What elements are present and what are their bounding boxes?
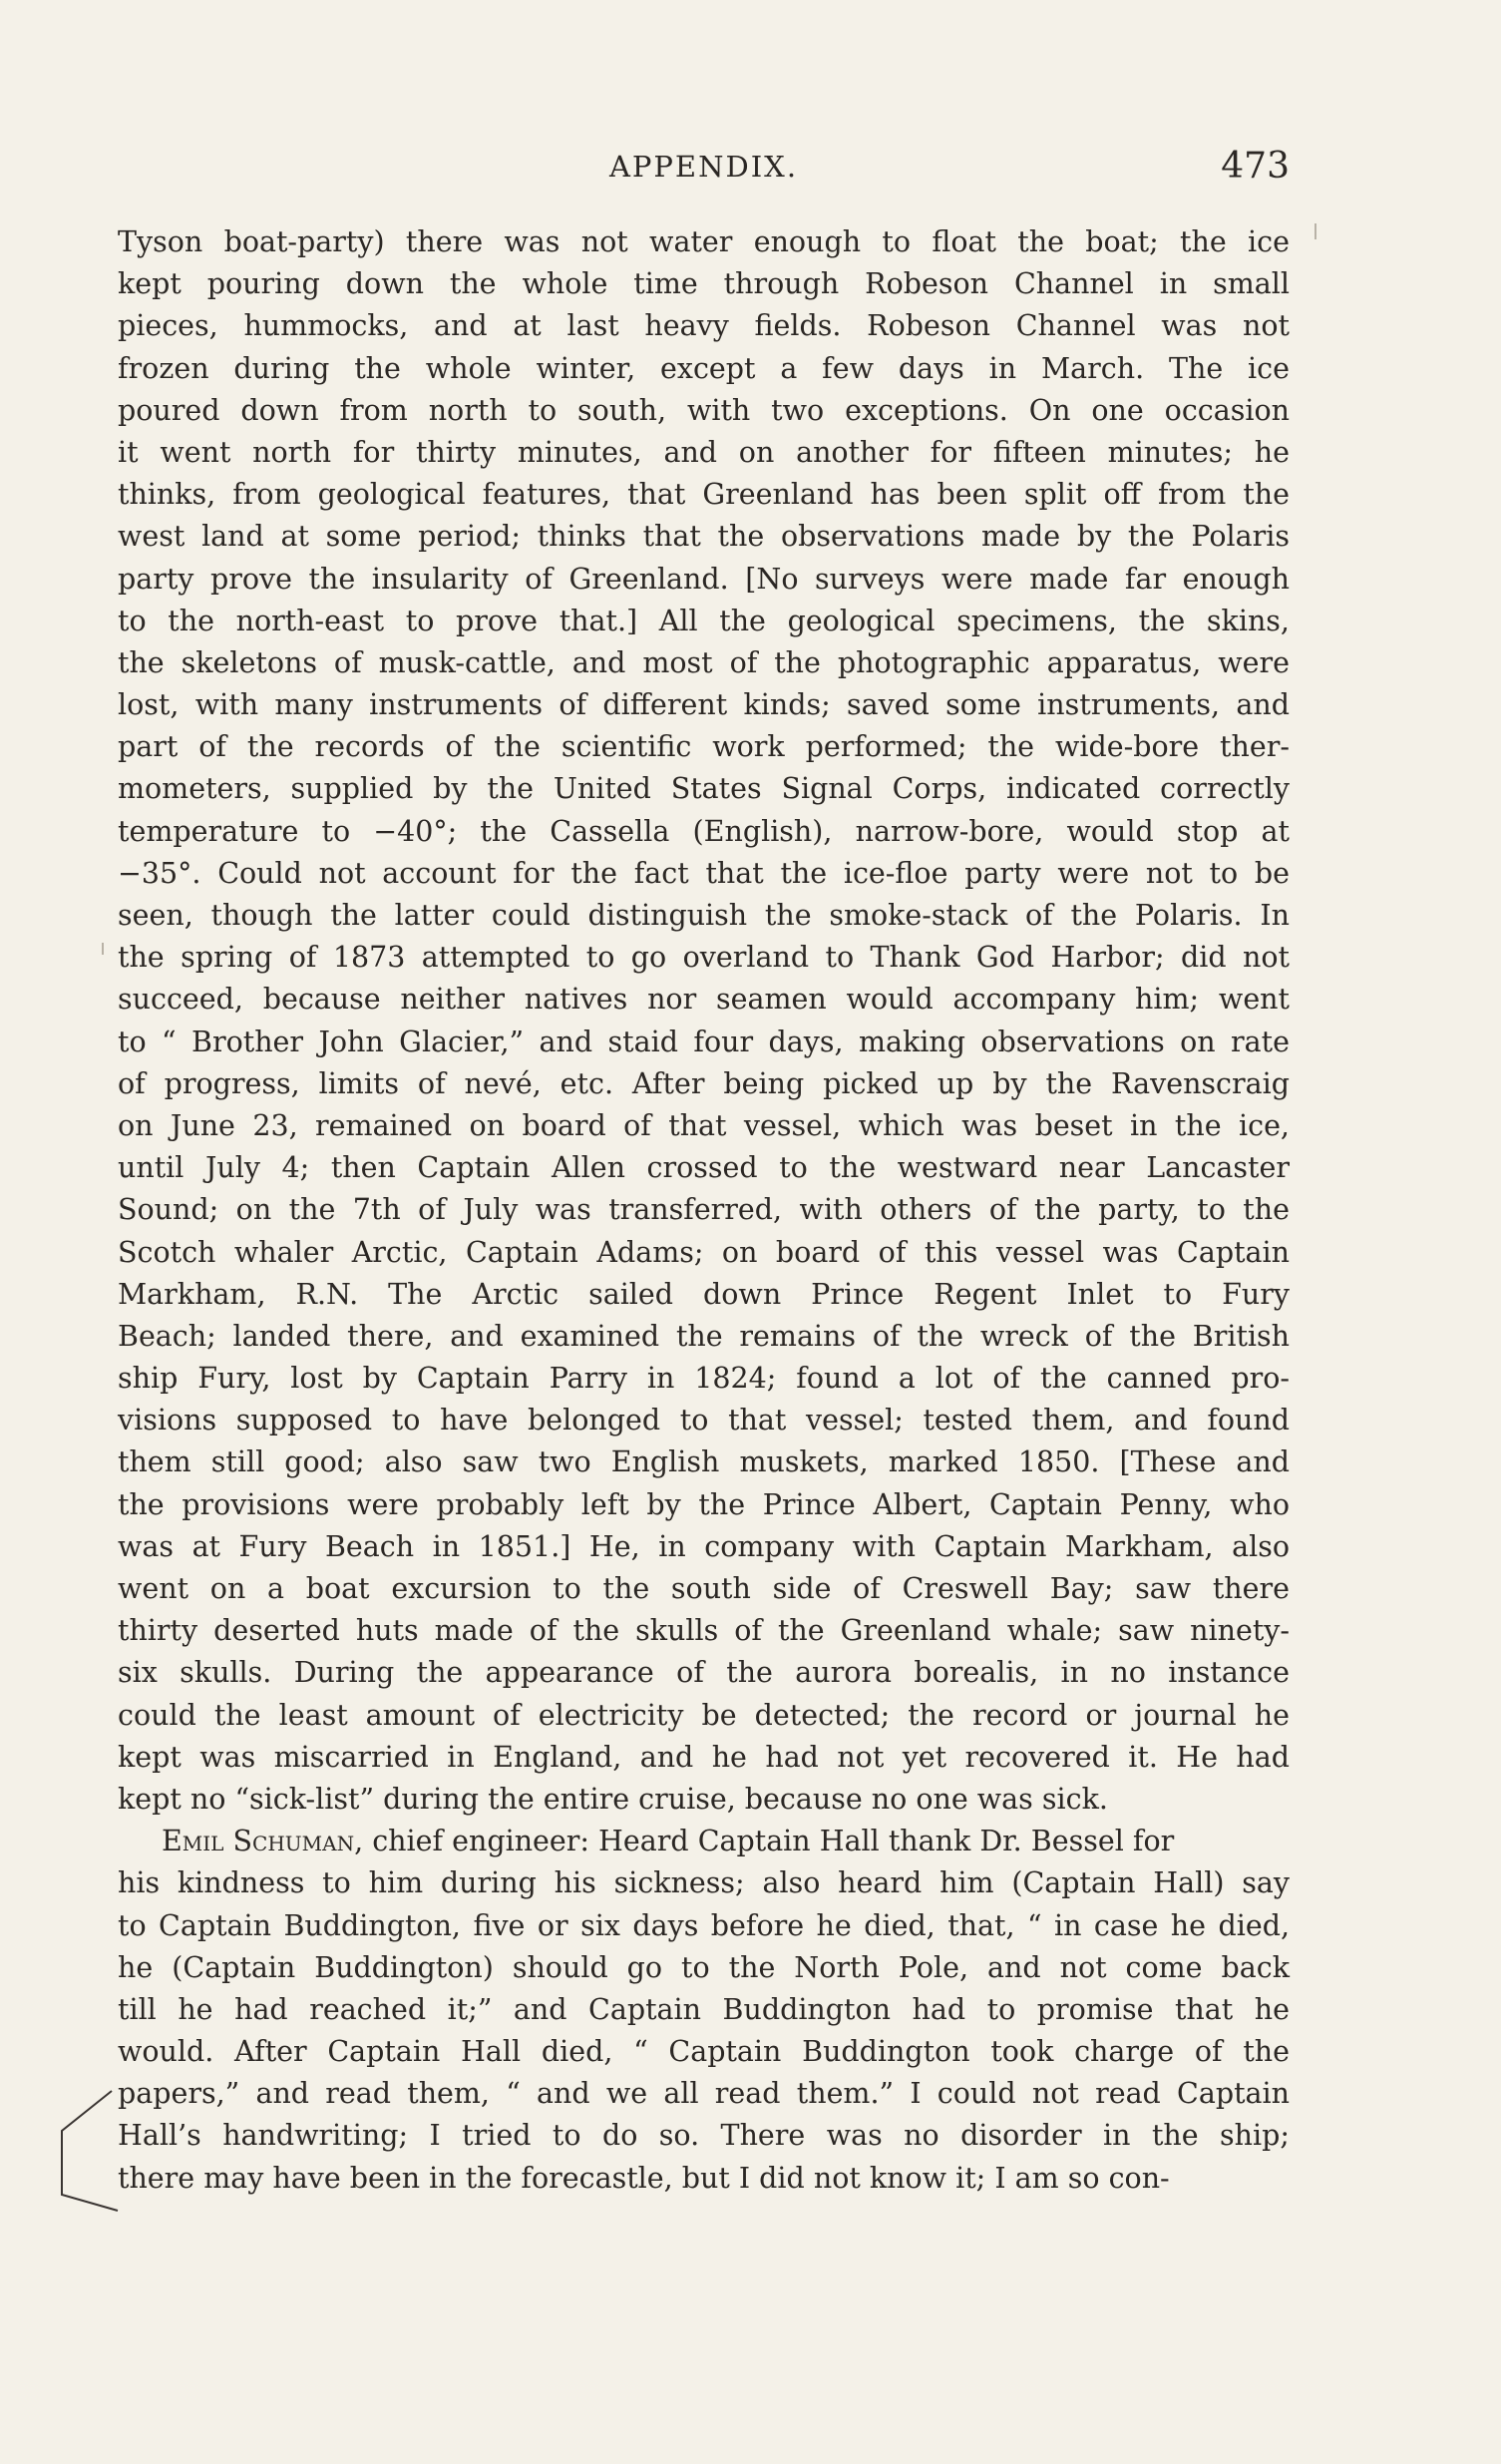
text-line: temperature to −40°; the Cassella (English), narrow-bore, would stop at — [118, 814, 1290, 848]
paragraph-opening-line — [118, 1821, 1290, 1862]
text-line: chief engineer: Heard Captain Hall thank Dr. Bessel for — [372, 1825, 1175, 1858]
text-line: west land at some period; thinks that the observations made by the Polaris — [118, 520, 1290, 554]
margin-mark — [1314, 223, 1316, 239]
text-line: the spring of 1873 attempted to go overland to Thank God Harbor; did not — [118, 941, 1290, 975]
text-line: ship Fury, lost by Captain Parry in 1824; found a lot of the canned pro- — [118, 1362, 1290, 1396]
text-line: it went north for thirty minutes, and on another for fifteen minutes; he — [118, 435, 1290, 469]
text-line: frozen during the whole winter, except a few days in March. The ice — [118, 351, 1290, 385]
text-line: seen, though the latter could distinguish the smoke-stack of the Polaris. In — [118, 899, 1290, 932]
text-line: was at Fury Beach in 1851.] He, in company with Captain Markham, also — [118, 1529, 1290, 1563]
text-line: part of the records of the scientific work performed; the wide-bore ther- — [118, 730, 1290, 764]
text-line: went on a boat excursion to the south side of Creswell Bay; saw there — [118, 1572, 1290, 1605]
text-line: Markham, R.N. The Arctic sailed down Prince Regent Inlet to Fury — [118, 1277, 1290, 1311]
text-line: succeed, because neither natives nor seamen would accompany him; went — [118, 983, 1290, 1017]
speaker-name: Emil Schuman, — [162, 1825, 364, 1858]
text-line: Hall’s handwriting; I tried to do so. There was no disorder in the ship; — [118, 2119, 1290, 2153]
body-text — [118, 221, 1290, 2200]
text-line: could the least amount of electricity be detected; the record or journal he — [118, 1698, 1290, 1732]
margin-mark — [102, 943, 104, 955]
text-line: six skulls. During the appearance of the aurora borealis, in no instance — [118, 1656, 1290, 1690]
page-number: 473 — [1221, 146, 1290, 187]
text-line: thinks, from geological features, that Greenland has been split off from the — [118, 478, 1290, 512]
text-line: Tyson boat-party) there was not water enough to float the boat; the ice — [118, 225, 1290, 258]
paragraph — [118, 1862, 1290, 2200]
text-line: would. After Captain Hall died, “ Captain Buddington took charge of the — [118, 2035, 1290, 2069]
text-line: thirty deserted huts made of the skulls of the Greenland whale; saw ninety- — [118, 1614, 1290, 1648]
text-line: to Captain Buddington, five or six days before he died, that, “ in case he died, — [118, 1908, 1290, 1942]
text-line: papers,” and read them, “ and we all read them.” I could not read Captain — [118, 2077, 1290, 2111]
text-line: until July 4; then Captain Allen crossed to the westward near Lancaster — [118, 1151, 1290, 1185]
text-line: Beach; landed there, and examined the remains of the wreck of the British — [118, 1319, 1290, 1353]
text-line: −35°. Could not account for the fact that the ice-floe party were not to be — [118, 856, 1290, 890]
margin-bracket-mark — [52, 2087, 122, 2215]
text-line: kept was miscarried in England, and he had not yet recovered it. He had — [118, 1740, 1290, 1774]
text-line: he (Captain Buddington) should go to the North Pole, and not come back — [118, 1950, 1290, 1984]
text-line: Sound; on the 7th of July was transferred, with others of the party, to the — [118, 1193, 1290, 1227]
text-line: to the north-east to prove that.] All the geological specimens, the skins, — [118, 604, 1290, 637]
text-line: his kindness to him during his sickness; also heard him (Captain Hall) say — [118, 1866, 1290, 1900]
text-line: them still good; also saw two English muskets, marked 1850. [These and — [118, 1445, 1290, 1479]
page-header — [118, 146, 1290, 196]
text-line: to “ Brother John Glacier,” and staid four days, making observations on rate — [118, 1025, 1290, 1058]
text-line: visions supposed to have belonged to that vessel; tested them, and found — [118, 1404, 1290, 1437]
text-line: of progress, limits of nevé, etc. After being picked up by the Ravenscraig — [118, 1066, 1290, 1100]
text-line: party prove the insularity of Greenland. [No surveys were made far enough — [118, 562, 1290, 596]
text-line: there may have been in the forecastle, but I did not know it; I am so con- — [118, 2161, 1170, 2195]
text-line: pieces, hummocks, and at last heavy fields. Robeson Channel was not — [118, 309, 1290, 343]
text-line: Scotch whaler Arctic, Captain Adams; on board of this vessel was Captain — [118, 1235, 1290, 1269]
text-line: kept pouring down the whole time through Robeson Channel in small — [118, 267, 1290, 301]
text-line: kept no “sick-list” during the entire cruise, because no one was sick. — [118, 1782, 1108, 1816]
paragraph — [118, 221, 1290, 1821]
text-line: poured down from north to south, with two exceptions. On one occasion — [118, 393, 1290, 427]
text-line: the skeletons of musk-cattle, and most of the photographic apparatus, were — [118, 645, 1290, 679]
text-line: till he had reached it;” and Captain Buddington had to promise that he — [118, 1992, 1290, 2026]
text-line: mometers, supplied by the United States Signal Corps, indicated correctly — [118, 772, 1290, 806]
text-line: on June 23, remained on board of that vessel, which was beset in the ice, — [118, 1108, 1290, 1142]
text-line: the provisions were probably left by the Prince Albert, Captain Penny, who — [118, 1487, 1290, 1521]
text-line: lost, with many instruments of different kinds; saved some instruments, and — [118, 688, 1290, 722]
running-title: APPENDIX. — [608, 150, 799, 184]
